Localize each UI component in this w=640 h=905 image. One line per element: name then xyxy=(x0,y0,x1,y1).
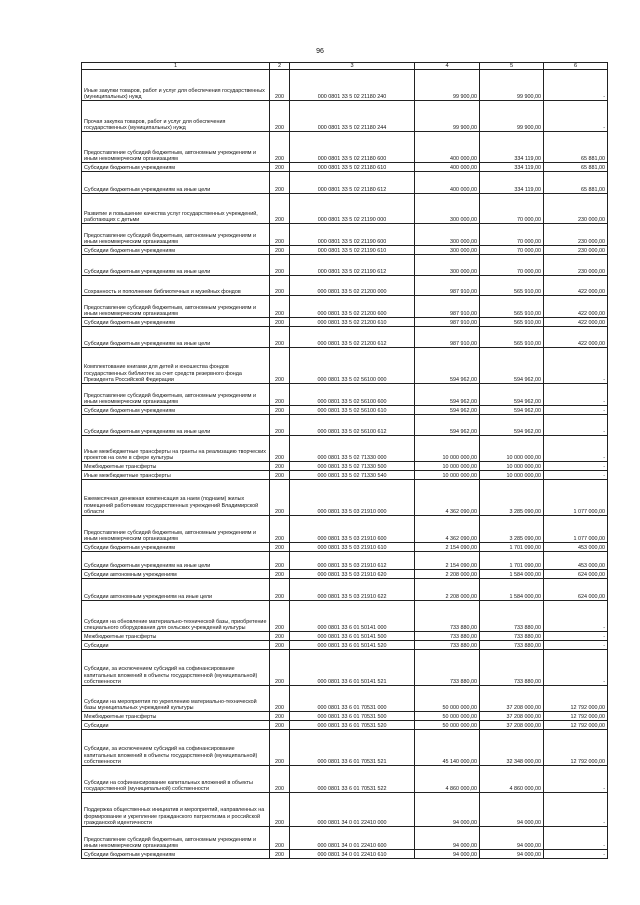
row-name-cell: Субсидии автономным учреждениям xyxy=(82,570,270,579)
table-row xyxy=(82,471,608,480)
row-unexecuted-amount-cell: - xyxy=(544,632,608,641)
row-code-line-cell: 200 xyxy=(270,255,290,276)
row-name-cell: Субсидии автономным учреждениям на иные цели xyxy=(82,579,270,601)
table-row xyxy=(82,318,608,327)
row-name-cell: Субсидии на мероприятия по укреплению материально-технической базы муниципальных учреждений культуры xyxy=(82,686,270,712)
row-budget-code-cell: 000 0801 33 5 02 21200 612 xyxy=(290,327,415,348)
row-budget-code-cell: 000 0801 33 5 02 71330 500 xyxy=(290,462,415,471)
row-unexecuted-amount-cell: 422 000,00 xyxy=(544,296,608,318)
row-executed-amount-cell: 37 208 000,00 xyxy=(480,721,544,730)
row-code-line-cell: 200 xyxy=(270,415,290,436)
row-budget-code-cell: 000 0801 33 5 03 21910 612 xyxy=(290,552,415,570)
row-code-line-cell: 200 xyxy=(270,641,290,650)
row-code-line-cell: 200 xyxy=(270,827,290,850)
row-executed-amount-cell: 70 000,00 xyxy=(480,246,544,255)
row-approved-amount-cell: 2 154 090,00 xyxy=(415,552,480,570)
table-row xyxy=(82,641,608,650)
row-code-line-cell: 200 xyxy=(270,132,290,163)
header-col-3: 3 xyxy=(290,63,415,70)
row-executed-amount-cell: 565 910,00 xyxy=(480,327,544,348)
row-approved-amount-cell: 10 000 000,00 xyxy=(415,471,480,480)
table-row xyxy=(82,570,608,579)
row-budget-code-cell: 000 0801 33 6 01 70531 521 xyxy=(290,730,415,766)
table-body xyxy=(82,70,608,859)
row-code-line-cell: 200 xyxy=(270,601,290,632)
row-budget-code-cell: 000 0801 33 6 01 50141 521 xyxy=(290,650,415,686)
row-code-line-cell: 200 xyxy=(270,730,290,766)
row-name-cell: Сохранность и пополнение библиотечных и музейных фондов xyxy=(82,276,270,296)
row-budget-code-cell: 000 0801 33 6 01 70531 520 xyxy=(290,721,415,730)
row-name-cell: Предоставление субсидий бюджетным, автономным учреждениям и иным некоммерческим организациям xyxy=(82,224,270,246)
row-executed-amount-cell: 594 962,00 xyxy=(480,415,544,436)
row-approved-amount-cell: 300 000,00 xyxy=(415,194,480,224)
row-code-line-cell: 200 xyxy=(270,246,290,255)
row-budget-code-cell: 000 0801 33 6 01 70531 500 xyxy=(290,712,415,721)
row-unexecuted-amount-cell: 12 792 000,00 xyxy=(544,712,608,721)
row-name-cell: Межбюджетные трансферты xyxy=(82,462,270,471)
table-row xyxy=(82,543,608,552)
row-name-cell: Предоставление субсидий бюджетным, автономным учреждениям и иным некоммерческим организациям xyxy=(82,516,270,543)
table-row xyxy=(82,406,608,415)
row-name-cell: Иные закупки товаров, работ и услуг для обеспечения государственных (муниципальных) нужд xyxy=(82,70,270,101)
table-row xyxy=(82,516,608,543)
row-name-cell: Предоставление субсидий бюджетным, автономным учреждениям и иным некоммерческим организациям xyxy=(82,296,270,318)
row-executed-amount-cell: 1 584 000,00 xyxy=(480,579,544,601)
row-unexecuted-amount-cell: 624 000,00 xyxy=(544,579,608,601)
row-budget-code-cell: 000 0801 33 5 02 21180 600 xyxy=(290,132,415,163)
row-budget-code-cell: 000 0801 33 5 02 21190 612 xyxy=(290,255,415,276)
row-budget-code-cell: 000 0801 34 0 01 22410 610 xyxy=(290,850,415,859)
row-code-line-cell: 200 xyxy=(270,480,290,516)
row-budget-code-cell: 000 0801 33 5 02 21190 600 xyxy=(290,224,415,246)
row-executed-amount-cell: 733 880,00 xyxy=(480,601,544,632)
row-executed-amount-cell: 37 208 000,00 xyxy=(480,712,544,721)
row-unexecuted-amount-cell: - xyxy=(544,70,608,101)
row-budget-code-cell: 000 0801 33 5 02 21180 240 xyxy=(290,70,415,101)
row-unexecuted-amount-cell: 422 000,00 xyxy=(544,276,608,296)
row-unexecuted-amount-cell: 12 792 000,00 xyxy=(544,721,608,730)
row-executed-amount-cell: 94 000,00 xyxy=(480,850,544,859)
table-row xyxy=(82,712,608,721)
row-name-cell: Субсидии бюджетным учреждениям xyxy=(82,246,270,255)
table-row xyxy=(82,827,608,850)
table-row xyxy=(82,686,608,712)
row-unexecuted-amount-cell: - xyxy=(544,827,608,850)
header-col-1: 1 xyxy=(82,63,270,70)
row-unexecuted-amount-cell: 624 000,00 xyxy=(544,570,608,579)
row-name-cell: Субсидии бюджетным учреждениям xyxy=(82,163,270,172)
row-code-line-cell: 200 xyxy=(270,712,290,721)
row-budget-code-cell: 000 0801 33 5 02 21180 244 xyxy=(290,101,415,132)
row-approved-amount-cell: 50 000 000,00 xyxy=(415,686,480,712)
row-unexecuted-amount-cell: - xyxy=(544,101,608,132)
header-col-4: 4 xyxy=(415,63,480,70)
row-budget-code-cell: 000 0801 33 5 02 21200 000 xyxy=(290,276,415,296)
row-approved-amount-cell: 594 962,00 xyxy=(415,348,480,384)
row-code-line-cell: 200 xyxy=(270,543,290,552)
row-name-cell: Субсидия на обновление материально-технической базы, приобретение специального оборудования для сельских учреждений культуры xyxy=(82,601,270,632)
row-unexecuted-amount-cell: 230 000,00 xyxy=(544,246,608,255)
row-executed-amount-cell: 70 000,00 xyxy=(480,224,544,246)
row-approved-amount-cell: 94 000,00 xyxy=(415,793,480,827)
table-row xyxy=(82,348,608,384)
row-name-cell: Иные межбюджетные трансферты xyxy=(82,471,270,480)
row-approved-amount-cell: 400 000,00 xyxy=(415,132,480,163)
row-budget-code-cell: 000 0801 33 5 02 56100 610 xyxy=(290,406,415,415)
table-row xyxy=(82,462,608,471)
row-executed-amount-cell: 594 962,00 xyxy=(480,384,544,406)
row-approved-amount-cell: 400 000,00 xyxy=(415,172,480,194)
row-executed-amount-cell: 733 880,00 xyxy=(480,641,544,650)
row-budget-code-cell: 000 0801 33 5 03 21910 000 xyxy=(290,480,415,516)
row-executed-amount-cell: 565 910,00 xyxy=(480,296,544,318)
row-name-cell: Субсидии бюджетным учреждениям на иные цели xyxy=(82,552,270,570)
row-budget-code-cell: 000 0801 33 5 02 56100 612 xyxy=(290,415,415,436)
row-executed-amount-cell: 733 880,00 xyxy=(480,650,544,686)
row-code-line-cell: 200 xyxy=(270,650,290,686)
table-row xyxy=(82,552,608,570)
row-budget-code-cell: 000 0801 33 5 02 71330 540 xyxy=(290,471,415,480)
row-approved-amount-cell: 733 880,00 xyxy=(415,632,480,641)
table-row xyxy=(82,224,608,246)
table-row xyxy=(82,850,608,859)
row-name-cell: Предоставление субсидий бюджетным, автономным учреждениям и иным некоммерческим организациям xyxy=(82,827,270,850)
row-unexecuted-amount-cell: 453 000,00 xyxy=(544,552,608,570)
table-row xyxy=(82,327,608,348)
row-budget-code-cell: 000 0801 33 5 02 21190 610 xyxy=(290,246,415,255)
row-approved-amount-cell: 733 880,00 xyxy=(415,650,480,686)
row-code-line-cell: 200 xyxy=(270,406,290,415)
row-budget-code-cell: 000 0801 33 5 02 21190 000 xyxy=(290,194,415,224)
row-code-line-cell: 200 xyxy=(270,579,290,601)
row-name-cell: Субсидии, за исключением субсидий на софинансирование капитальных вложений в объекты государственной (муниципальной) собственности xyxy=(82,730,270,766)
row-unexecuted-amount-cell: 422 000,00 xyxy=(544,327,608,348)
row-code-line-cell: 200 xyxy=(270,194,290,224)
row-budget-code-cell: 000 0801 33 6 01 70531 000 xyxy=(290,686,415,712)
row-approved-amount-cell: 987 910,00 xyxy=(415,327,480,348)
row-code-line-cell: 200 xyxy=(270,172,290,194)
table-row xyxy=(82,579,608,601)
row-unexecuted-amount-cell: 1 077 000,00 xyxy=(544,480,608,516)
budget-execution-table xyxy=(81,62,608,859)
row-name-cell: Субсидии xyxy=(82,641,270,650)
row-unexecuted-amount-cell: 65 881,00 xyxy=(544,132,608,163)
table-row xyxy=(82,246,608,255)
row-budget-code-cell: 000 0801 33 5 02 21200 610 xyxy=(290,318,415,327)
row-budget-code-cell: 000 0801 33 5 03 21910 600 xyxy=(290,516,415,543)
header-col-2: 2 xyxy=(270,63,290,70)
row-unexecuted-amount-cell: - xyxy=(544,462,608,471)
row-approved-amount-cell: 733 880,00 xyxy=(415,601,480,632)
row-budget-code-cell: 000 0801 33 5 03 21910 622 xyxy=(290,579,415,601)
row-name-cell: Межбюджетные трансферты xyxy=(82,632,270,641)
row-executed-amount-cell: 32 348 000,00 xyxy=(480,730,544,766)
row-executed-amount-cell: 334 119,00 xyxy=(480,172,544,194)
row-executed-amount-cell: 4 860 000,00 xyxy=(480,766,544,793)
row-name-cell: Субсидии бюджетным учреждениям на иные цели xyxy=(82,415,270,436)
row-code-line-cell: 200 xyxy=(270,850,290,859)
row-unexecuted-amount-cell: 65 881,00 xyxy=(544,163,608,172)
row-code-line-cell: 200 xyxy=(270,721,290,730)
row-code-line-cell: 200 xyxy=(270,462,290,471)
row-budget-code-cell: 000 0801 33 5 02 56100 000 xyxy=(290,348,415,384)
row-unexecuted-amount-cell: 12 792 000,00 xyxy=(544,730,608,766)
row-unexecuted-amount-cell: 230 000,00 xyxy=(544,255,608,276)
row-executed-amount-cell: 10 000 000,00 xyxy=(480,436,544,462)
table-row xyxy=(82,766,608,793)
row-executed-amount-cell: 1 701 090,00 xyxy=(480,552,544,570)
header-col-6: 6 xyxy=(544,63,608,70)
table-row xyxy=(82,384,608,406)
row-approved-amount-cell: 50 000 000,00 xyxy=(415,721,480,730)
row-executed-amount-cell: 10 000 000,00 xyxy=(480,462,544,471)
row-approved-amount-cell: 99 900,00 xyxy=(415,70,480,101)
table-row xyxy=(82,721,608,730)
row-executed-amount-cell: 99 900,00 xyxy=(480,70,544,101)
row-budget-code-cell: 000 0801 33 5 03 21910 610 xyxy=(290,543,415,552)
row-executed-amount-cell: 565 910,00 xyxy=(480,318,544,327)
row-name-cell: Субсидии бюджетным учреждениям на иные цели xyxy=(82,327,270,348)
row-name-cell: Иные межбюджетные трансферты на гранты на реализацию творческих проектов на селе в сфере культуры xyxy=(82,436,270,462)
row-unexecuted-amount-cell: - xyxy=(544,850,608,859)
row-approved-amount-cell: 987 910,00 xyxy=(415,318,480,327)
page-number: 96 xyxy=(316,48,324,55)
row-budget-code-cell: 000 0801 33 5 02 21180 612 xyxy=(290,172,415,194)
row-budget-code-cell: 000 0801 33 5 02 56100 600 xyxy=(290,384,415,406)
row-unexecuted-amount-cell: - xyxy=(544,601,608,632)
table-row xyxy=(82,172,608,194)
row-approved-amount-cell: 4 362 090,00 xyxy=(415,516,480,543)
row-approved-amount-cell: 2 208 000,00 xyxy=(415,579,480,601)
table-row xyxy=(82,650,608,686)
row-executed-amount-cell: 1 584 000,00 xyxy=(480,570,544,579)
row-approved-amount-cell: 10 000 000,00 xyxy=(415,436,480,462)
row-name-cell: Субсидии xyxy=(82,721,270,730)
table-row xyxy=(82,480,608,516)
row-executed-amount-cell: 733 880,00 xyxy=(480,632,544,641)
row-executed-amount-cell: 3 285 090,00 xyxy=(480,480,544,516)
row-code-line-cell: 200 xyxy=(270,327,290,348)
row-approved-amount-cell: 99 900,00 xyxy=(415,101,480,132)
table-row xyxy=(82,436,608,462)
row-unexecuted-amount-cell: - xyxy=(544,793,608,827)
row-approved-amount-cell: 300 000,00 xyxy=(415,246,480,255)
table-row xyxy=(82,194,608,224)
row-code-line-cell: 200 xyxy=(270,296,290,318)
row-code-line-cell: 200 xyxy=(270,224,290,246)
row-budget-code-cell: 000 0801 34 0 01 22410 000 xyxy=(290,793,415,827)
header-col-5: 5 xyxy=(480,63,544,70)
row-code-line-cell: 200 xyxy=(270,163,290,172)
table-row xyxy=(82,415,608,436)
table-row xyxy=(82,70,608,101)
row-executed-amount-cell: 70 000,00 xyxy=(480,255,544,276)
row-code-line-cell: 200 xyxy=(270,276,290,296)
row-code-line-cell: 200 xyxy=(270,793,290,827)
row-unexecuted-amount-cell: 230 000,00 xyxy=(544,194,608,224)
table-row xyxy=(82,276,608,296)
row-code-line-cell: 200 xyxy=(270,436,290,462)
table-row xyxy=(82,163,608,172)
row-unexecuted-amount-cell: - xyxy=(544,415,608,436)
row-approved-amount-cell: 733 880,00 xyxy=(415,641,480,650)
row-code-line-cell: 200 xyxy=(270,70,290,101)
row-approved-amount-cell: 594 962,00 xyxy=(415,384,480,406)
table-row xyxy=(82,132,608,163)
row-budget-code-cell: 000 0801 33 5 02 21200 600 xyxy=(290,296,415,318)
row-approved-amount-cell: 2 154 090,00 xyxy=(415,543,480,552)
row-executed-amount-cell: 37 208 000,00 xyxy=(480,686,544,712)
row-executed-amount-cell: 594 962,00 xyxy=(480,348,544,384)
row-name-cell: Развитие и повышение качества услуг государственных учреждений, работающих с детьми xyxy=(82,194,270,224)
row-budget-code-cell: 000 0801 33 6 01 50141 500 xyxy=(290,632,415,641)
row-approved-amount-cell: 400 000,00 xyxy=(415,163,480,172)
row-unexecuted-amount-cell: 453 000,00 xyxy=(544,543,608,552)
row-unexecuted-amount-cell: - xyxy=(544,641,608,650)
row-code-line-cell: 200 xyxy=(270,686,290,712)
row-name-cell: Субсидии, за исключением субсидий на софинансирование капитальных вложений в объекты государственной (муниципальной) собственности xyxy=(82,650,270,686)
row-approved-amount-cell: 45 140 000,00 xyxy=(415,730,480,766)
row-approved-amount-cell: 94 000,00 xyxy=(415,850,480,859)
row-code-line-cell: 200 xyxy=(270,516,290,543)
row-budget-code-cell: 000 0801 33 6 01 50141 000 xyxy=(290,601,415,632)
row-approved-amount-cell: 987 910,00 xyxy=(415,296,480,318)
row-name-cell: Ежемесячная денежная компенсация за наем (поднаем) жилых помещений работникам государственных учреждений Владимирской области xyxy=(82,480,270,516)
row-unexecuted-amount-cell: - xyxy=(544,650,608,686)
table-row xyxy=(82,101,608,132)
row-approved-amount-cell: 594 962,00 xyxy=(415,415,480,436)
row-executed-amount-cell: 334 119,00 xyxy=(480,132,544,163)
row-name-cell: Субсидии бюджетным учреждениям на иные цели xyxy=(82,172,270,194)
row-budget-code-cell: 000 0801 34 0 01 22410 600 xyxy=(290,827,415,850)
row-code-line-cell: 200 xyxy=(270,348,290,384)
row-budget-code-cell: 000 0801 33 6 01 50141 520 xyxy=(290,641,415,650)
row-name-cell: Предоставление субсидий бюджетным, автономным учреждениям и иным некоммерческим организациям xyxy=(82,132,270,163)
row-code-line-cell: 200 xyxy=(270,570,290,579)
row-approved-amount-cell: 94 000,00 xyxy=(415,827,480,850)
row-executed-amount-cell: 565 910,00 xyxy=(480,276,544,296)
row-code-line-cell: 200 xyxy=(270,384,290,406)
row-approved-amount-cell: 594 962,00 xyxy=(415,406,480,415)
row-name-cell: Субсидии бюджетным учреждениям xyxy=(82,543,270,552)
row-name-cell: Поддержка общественных инициатив и мероприятий, направленных на формирование и укрепление гражданского патриотизма и российской гражданской идентичности xyxy=(82,793,270,827)
row-code-line-cell: 200 xyxy=(270,471,290,480)
row-name-cell: Субсидии на софинансирование капитальных вложений в объекты государственной (муниципальной) собственности xyxy=(82,766,270,793)
row-unexecuted-amount-cell: 230 000,00 xyxy=(544,224,608,246)
row-executed-amount-cell: 99 900,00 xyxy=(480,101,544,132)
table-row xyxy=(82,601,608,632)
row-budget-code-cell: 000 0801 33 5 03 21910 620 xyxy=(290,570,415,579)
row-approved-amount-cell: 10 000 000,00 xyxy=(415,462,480,471)
row-approved-amount-cell: 300 000,00 xyxy=(415,255,480,276)
row-unexecuted-amount-cell: - xyxy=(544,766,608,793)
row-approved-amount-cell: 2 208 000,00 xyxy=(415,570,480,579)
row-name-cell: Субсидии бюджетным учреждениям xyxy=(82,850,270,859)
row-unexecuted-amount-cell: - xyxy=(544,406,608,415)
row-executed-amount-cell: 594 962,00 xyxy=(480,406,544,415)
row-unexecuted-amount-cell: 422 000,00 xyxy=(544,318,608,327)
row-approved-amount-cell: 300 000,00 xyxy=(415,224,480,246)
row-name-cell: Прочая закупка товаров, работ и услуг для обеспечения государственных (муниципальных) нужд xyxy=(82,101,270,132)
table-header-row xyxy=(82,63,608,70)
row-executed-amount-cell: 70 000,00 xyxy=(480,194,544,224)
row-approved-amount-cell: 4 362 090,00 xyxy=(415,480,480,516)
row-budget-code-cell: 000 0801 33 6 01 70531 522 xyxy=(290,766,415,793)
row-executed-amount-cell: 94 000,00 xyxy=(480,793,544,827)
row-name-cell: Межбюджетные трансферты xyxy=(82,712,270,721)
row-approved-amount-cell: 4 860 000,00 xyxy=(415,766,480,793)
row-code-line-cell: 200 xyxy=(270,632,290,641)
table-row xyxy=(82,296,608,318)
row-budget-code-cell: 000 0801 33 5 02 21180 610 xyxy=(290,163,415,172)
table-row xyxy=(82,255,608,276)
row-unexecuted-amount-cell: 65 881,00 xyxy=(544,172,608,194)
row-name-cell: Субсидии бюджетным учреждениям на иные цели xyxy=(82,255,270,276)
row-name-cell: Субсидии бюджетным учреждениям xyxy=(82,318,270,327)
row-code-line-cell: 200 xyxy=(270,318,290,327)
row-approved-amount-cell: 987 910,00 xyxy=(415,276,480,296)
row-executed-amount-cell: 94 000,00 xyxy=(480,827,544,850)
table-row xyxy=(82,793,608,827)
row-unexecuted-amount-cell: - xyxy=(544,384,608,406)
row-budget-code-cell: 000 0801 33 5 02 71330 000 xyxy=(290,436,415,462)
row-executed-amount-cell: 10 000 000,00 xyxy=(480,471,544,480)
row-name-cell: Субсидии бюджетным учреждениям xyxy=(82,406,270,415)
row-code-line-cell: 200 xyxy=(270,101,290,132)
row-approved-amount-cell: 50 000 000,00 xyxy=(415,712,480,721)
row-executed-amount-cell: 3 285 090,00 xyxy=(480,516,544,543)
row-executed-amount-cell: 334 119,00 xyxy=(480,163,544,172)
table-row xyxy=(82,730,608,766)
row-unexecuted-amount-cell: - xyxy=(544,471,608,480)
row-code-line-cell: 200 xyxy=(270,766,290,793)
row-unexecuted-amount-cell: 1 077 000,00 xyxy=(544,516,608,543)
row-code-line-cell: 200 xyxy=(270,552,290,570)
row-unexecuted-amount-cell: - xyxy=(544,348,608,384)
row-unexecuted-amount-cell: - xyxy=(544,436,608,462)
row-name-cell: Предоставление субсидий бюджетным, автономным учреждениям и иным некоммерческим организациям xyxy=(82,384,270,406)
row-name-cell: Комплектование книгами для детей и юношества фондов государственных библиотек за счет средств резервного фонда Президента Российской Федерации xyxy=(82,348,270,384)
row-executed-amount-cell: 1 701 090,00 xyxy=(480,543,544,552)
table-row xyxy=(82,632,608,641)
row-unexecuted-amount-cell: 12 792 000,00 xyxy=(544,686,608,712)
